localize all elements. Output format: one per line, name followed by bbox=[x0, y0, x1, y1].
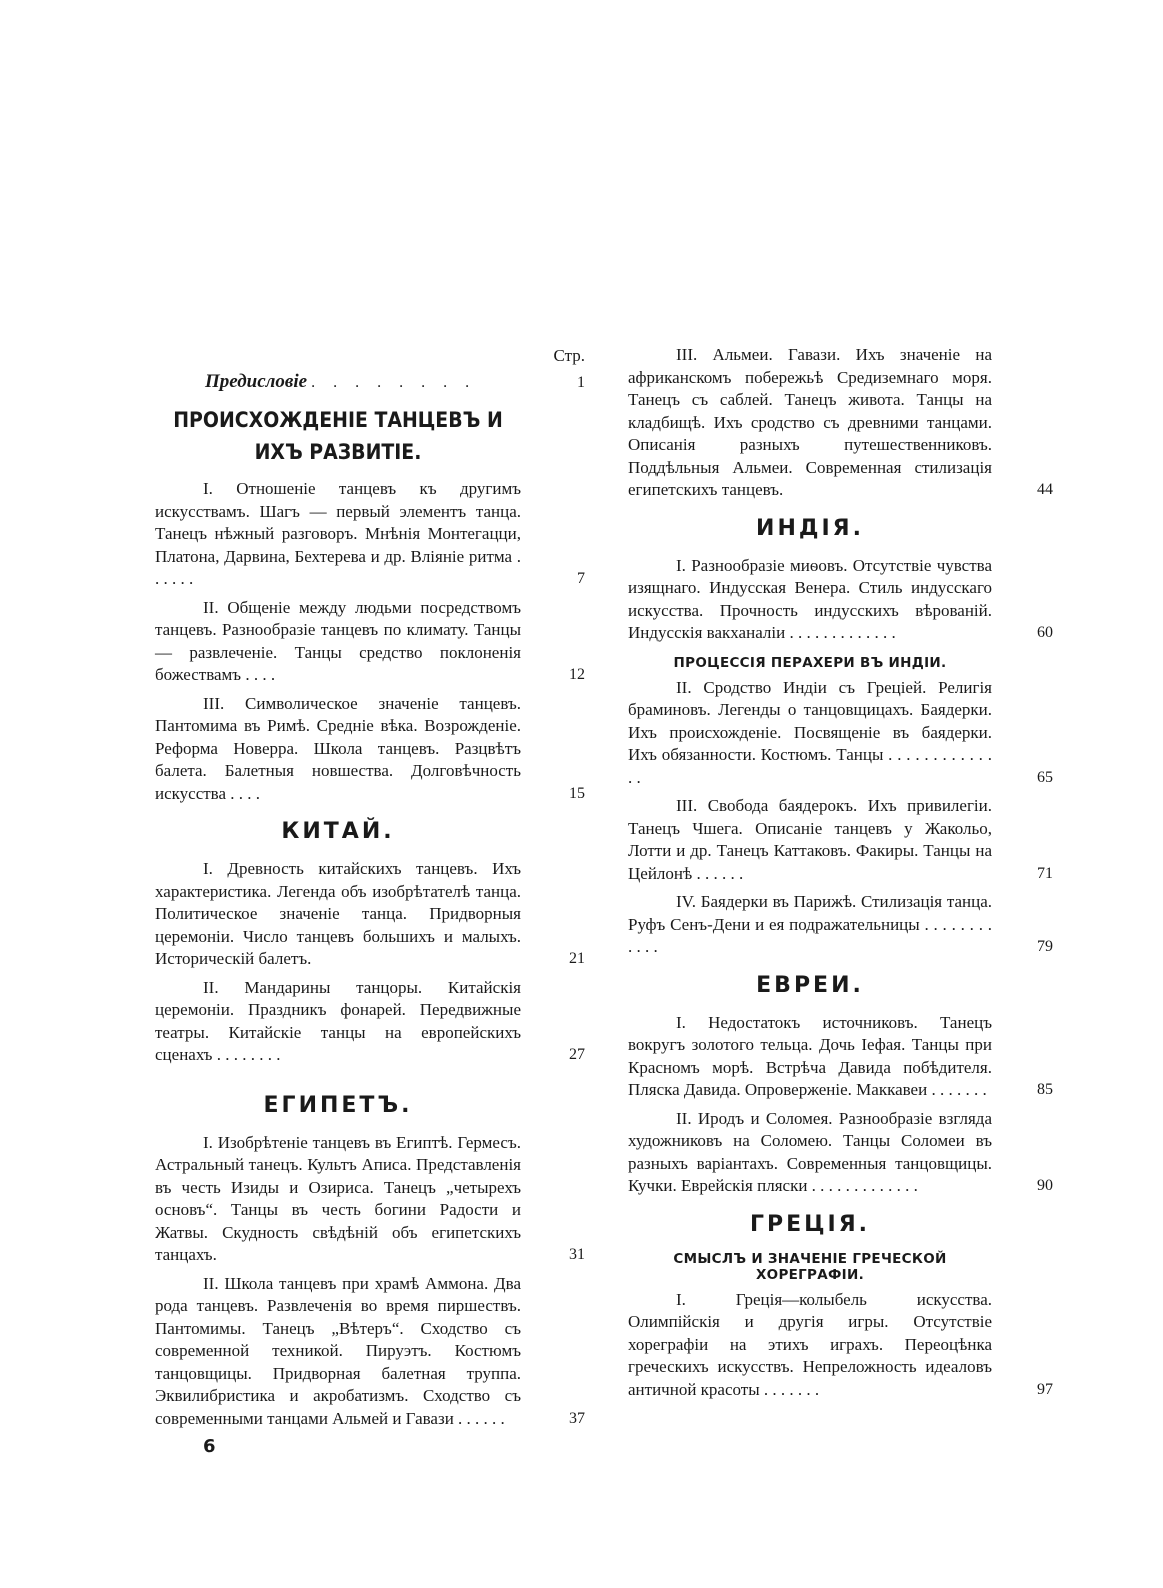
entry-page-number: 12 bbox=[569, 666, 585, 683]
entry-page-number: 71 bbox=[1037, 864, 1053, 882]
toc-entry bbox=[155, 597, 585, 687]
entry-page-number: 85 bbox=[1037, 1081, 1053, 1098]
entry-page-number: 65 bbox=[1037, 768, 1053, 786]
main-title: ПРОИСХОЖДЕНІЕ ТАНЦЕВЪ И ИХЪ РАЗВИТІЕ. bbox=[173, 408, 503, 464]
entry-page-number: 27 bbox=[569, 1046, 585, 1063]
entry-text: I. Изобрѣтеніе танцевъ въ Египтѣ. Гермесъ. Астральный танецъ. Культъ Аписа. Представленія въ честь Изиды и Озириса. Танецъ „четырехъ основъ“. Танцы въ честь богини Радости и Жатвы. Скудность свѣдѣній объ египетскихъ танцахъ. bbox=[155, 1132, 521, 1264]
section-title-china: КИТАЙ. bbox=[281, 819, 395, 844]
entry-text: III. Символическое значеніе танцевъ. Пантомима въ Римѣ. Средніе вѣка. Возрожденіе. Реформа Новерра. Школа танцевъ. Разцвѣтъ балета. Балетныя новшества. Долговѣчность искусства . . . . bbox=[155, 693, 521, 803]
entry-page-number: 1 bbox=[577, 373, 585, 391]
toc-entry bbox=[628, 1108, 1053, 1198]
toc-entry bbox=[628, 891, 1053, 959]
entry-text: II. Мандарины танцоры. Китайскія церемоніи. Праздникъ фонарей. Передвижные театры. Китайскіе танцы на европейскихъ сценахъ . . . . . . . . bbox=[155, 977, 521, 1064]
toc-entry bbox=[155, 1132, 585, 1267]
preface-label: Предисловіе bbox=[205, 371, 308, 392]
entry-page-number: 60 bbox=[1037, 624, 1053, 641]
entry-text: II. Общеніе между людьми посредствомъ танцевъ. Разнообразіе танцевъ по климату. Танцы — развлеченіе. Танцы средство поклоненія божествамъ . . . . bbox=[155, 597, 521, 684]
entry-page-number: 44 bbox=[1037, 481, 1053, 498]
entry-text: I. Разнообразіе миѳовъ. Отсутствіе чувства изящнаго. Индусская Венера. Стиль индусскаго искусства. Прочность индусскихъ вѣрованій. Индусскія вакханаліи . . . . . . . . . . . . . bbox=[628, 555, 992, 642]
toc-column-left bbox=[155, 344, 585, 1436]
toc-entry bbox=[155, 693, 585, 806]
entry-text: III. Альмеи. Гавази. Ихъ значеніе на африканскомъ побережьѣ Средиземнаго моря. Танецъ съ саблей. Танецъ живота. Танцы на кладбищѣ. Ихъ сродство съ древними танцами. Описанія разныхъ путешественниковъ. Поддѣльныя Альмеи. Современная стилизація египетскихъ танцевъ. bbox=[628, 345, 992, 499]
entry-text: I. Недостатокъ источниковъ. Танецъ вокругъ золотого тельца. Дочь Іефая. Танцы при Красномъ морѣ. Встрѣча Давида побѣдителя. Пляска Давида. Опроверженіе. Маккавеи . . . . . . . bbox=[628, 1012, 992, 1099]
section-title-india: ИНДІЯ. bbox=[756, 515, 864, 541]
toc-entry bbox=[628, 677, 1053, 790]
toc-entry bbox=[628, 795, 1053, 885]
section-title-jews: ЕВРЕИ. bbox=[756, 972, 864, 998]
toc-entry bbox=[155, 977, 585, 1067]
toc-entry bbox=[628, 1012, 1053, 1102]
entry-page-number: 21 bbox=[569, 950, 585, 967]
entry-text: III. Свобода баядерокъ. Ихъ привилегіи. Танецъ Чшега. Описаніе танцевъ у Жакольо, Лотти и др. Танецъ Каттаковъ. Факиры. Танцы на Цейлонѣ . . . . . . bbox=[628, 796, 992, 883]
entry-text: IV. Баядерки въ Парижѣ. Стилизація танца. Руфъ Сенъ-Дени и ея подражательницы . . . . . . . . . . . . bbox=[628, 892, 992, 956]
page-number: 6 bbox=[203, 1436, 216, 1457]
entry-page-number: 31 bbox=[569, 1246, 585, 1263]
entry-page-number: 15 bbox=[569, 784, 585, 802]
entry-page-number: 97 bbox=[1037, 1380, 1053, 1398]
page-column-header: Стр. bbox=[553, 346, 585, 365]
toc-column-right bbox=[628, 344, 1053, 1407]
entry-page-number: 37 bbox=[569, 1409, 585, 1427]
entry-page-number: 90 bbox=[1037, 1177, 1053, 1194]
section-title-egypt: ЕГИПЕТЪ. bbox=[263, 1092, 413, 1118]
toc-entry bbox=[155, 858, 585, 971]
toc-entry bbox=[628, 555, 1053, 645]
entry-text: II. Школа танцевъ при храмѣ Аммона. Два рода танцевъ. Развлеченія во время пиршествъ. Пантомимы. Танецъ „Вѣтеръ“. Сходство съ современной техникой. Пируэтъ. Костюмъ танцовщицы. Придворная балетная труппа. Эквилибристика и акробатизмъ. Сходство съ современными танцами Альмей и Гавази . . . . . . bbox=[155, 1273, 521, 1428]
toc-entry bbox=[628, 1289, 1053, 1402]
entry-text: II. Иродъ и Соломея. Разнообразіе взгляда художниковъ на Соломею. Танцы Соломеи въ разныхъ варіантахъ. Современныя танцовщицы. Кучки. Еврейскія пляски . . . . . . . . . . . . . bbox=[628, 1108, 992, 1195]
entry-text: I. Древность китайскихъ танцевъ. Ихъ характеристика. Легенда объ изобрѣтателѣ танца. Политическое значеніе танца. Придворныя церемоніи. Число танцевъ большихъ и малыхъ. Историческій балетъ. bbox=[155, 859, 521, 968]
entry-page-number: 7 bbox=[577, 570, 585, 587]
preface-dots: . . . . . . . . bbox=[311, 374, 477, 391]
entry-text: II. Сродство Индіи съ Греціей. Религія браминовъ. Легенды о танцовщицахъ. Баядерки. Ихъ происхожденіе. Посвященіе въ баядерки. Ихъ обязанности. Костюмъ. Танцы . . . . . . . . . . . . . . bbox=[628, 677, 992, 787]
section-title-greece: ГРЕЦІЯ. bbox=[749, 1211, 871, 1237]
subsection-title-greek-choreography: СМЫСЛЪ И ЗНАЧЕНІЕ ГРЕЧЕСКОЙ ХОРЕГРАФІИ. bbox=[673, 1250, 947, 1283]
entry-page-number: 79 bbox=[1037, 938, 1053, 955]
toc-entry bbox=[155, 1273, 585, 1431]
subsection-title-perahera: ПРОЦЕССІЯ ПЕРАХЕРИ ВЪ ИНДІИ. bbox=[673, 654, 947, 671]
toc-entry bbox=[628, 344, 1053, 502]
entry-text: I. Отношеніе танцевъ къ другимъ искусствамъ. Шагъ — первый элементъ танца. Танецъ нѣжный разговоръ. Мнѣнія Монтегацци, Платона, Дарвина, Бехтерева и др. Вліяніе ритма . . . . . . bbox=[155, 479, 521, 588]
entry-text: I. Греція—колыбель искусства. Олимпійскія и другія игры. Отсутствіе хореграфіи на этихъ играхъ. Переоцѣнка греческихъ искусствъ. Непреложность идеаловъ античной красоты . . . . . . . bbox=[628, 1289, 992, 1399]
toc-entry-preface bbox=[155, 368, 585, 396]
toc-entry bbox=[155, 478, 585, 591]
